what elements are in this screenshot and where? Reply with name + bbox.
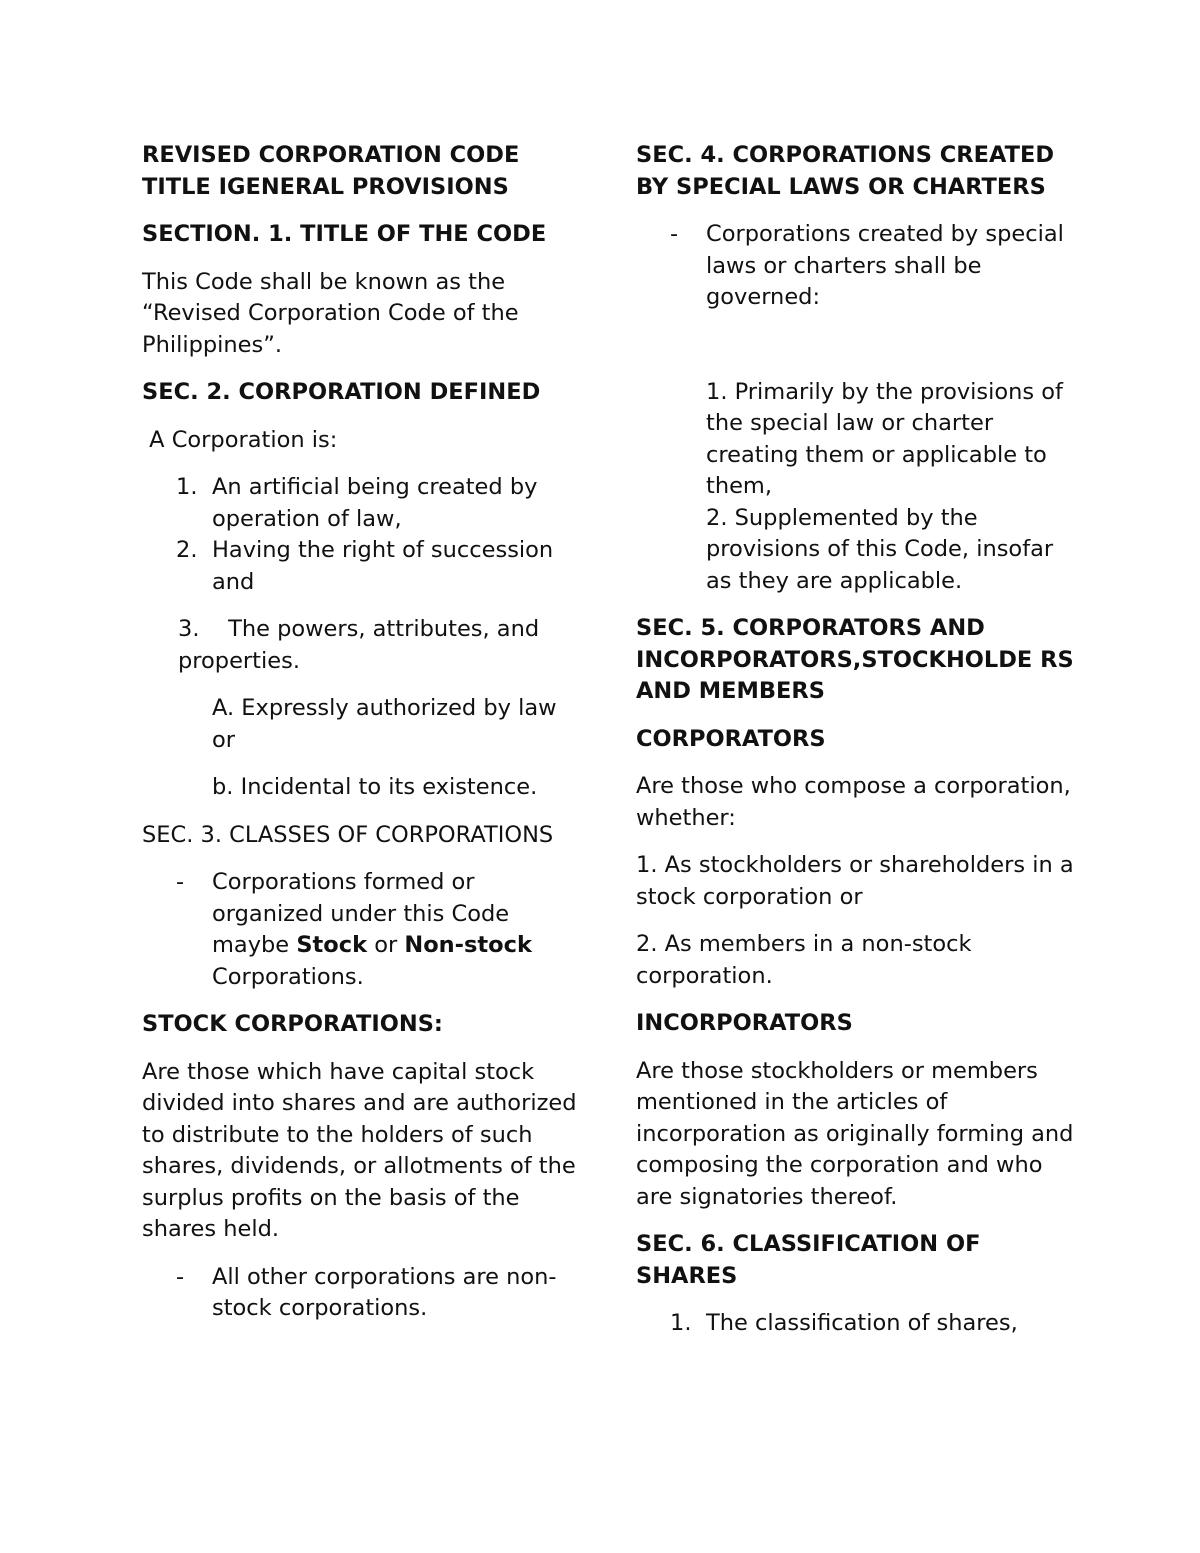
left-column: [142, 140, 582, 1325]
stock-corporations-text: Are those which have capital stock divided into shares and are authorized to distribute to the holders of such shares, dividends, or allotments of the surplus profits on the basis of the shares held.: [142, 1058, 577, 1242]
section2-item3: 3. The powers, attributes, and properties.: [178, 616, 547, 674]
section4-item2: 2. Supplemented by the provisions of this Code, insofar as they are applicable.: [706, 504, 1054, 594]
section4-heading: SEC. 4. CORPORATIONS CREATED BY SPECIAL LAWS OR CHARTERS: [636, 142, 1055, 200]
section6-heading: SEC. 6. CLASSIFICATION OF SHARES: [636, 1231, 981, 1289]
stock-term: Stock: [296, 932, 368, 958]
section3-heading: SEC. 3. CLASSES OF CORPORATIONS: [142, 821, 554, 848]
section4-list: [636, 377, 1076, 598]
list-item: [142, 472, 582, 535]
section4-bullet: - Corporations created by special laws or charters shall be governed:: [636, 219, 1076, 314]
section1-heading: SECTION. 1. TITLE OF THE CODE: [142, 221, 547, 247]
incorporators-text: Are those stockholders or members mentioned in the articles of incorporation as originally forming and composing the corporation and who are signatories thereof.: [636, 1057, 1074, 1210]
list-item-number: 1.: [670, 1310, 692, 1336]
section2-sub-a: A. Expressly authorized by law or: [212, 695, 557, 753]
document-title-line1: REVISED CORPORATION CODE: [142, 142, 520, 168]
section2-list: [142, 472, 582, 598]
section2-intro: A Corporation is:: [142, 426, 338, 453]
section2-sub-b: b. Incidental to its existence.: [212, 774, 538, 800]
nonstock-bullet: - All other corporations are non-stock corporations.: [142, 1262, 582, 1325]
list-item: [142, 535, 582, 598]
corporators-text: Are those who compose a corporation, whether:: [636, 773, 1071, 831]
section6-item1: [636, 1308, 1076, 1340]
section5-heading: SEC. 5. CORPORATORS AND INCORPORATORS,STOCKHOLDE RS AND MEMBERS: [636, 615, 1074, 704]
section3-bullet: [142, 867, 582, 993]
list-item-text: The classification of shares,: [706, 1310, 1018, 1336]
list-item-text: Having the right of succession and: [212, 537, 554, 595]
corporators-item2: 2. As members in a non-stock corporation.: [636, 931, 972, 989]
section2-heading: SEC. 2. CORPORATION DEFINED: [142, 379, 541, 405]
corporators-item1: 1. As stockholders or shareholders in a stock corporation or: [636, 852, 1074, 910]
list-item-text: An artificial being created by operation of law,: [212, 474, 538, 532]
stock-corporations-heading: STOCK CORPORATIONS:: [142, 1011, 443, 1037]
section3-bullet-post: Corporations.: [212, 963, 364, 990]
list-item-number: 2.: [176, 537, 198, 563]
nonstock-term: Non-stock: [404, 932, 532, 958]
corporators-heading: CORPORATORS: [636, 725, 826, 752]
section4-item1: 1. Primarily by the provisions of the special law or charter creating them or applicable to them,: [706, 378, 1063, 499]
section3-bullet-or: or: [367, 932, 405, 958]
incorporators-heading: INCORPORATORS: [636, 1010, 853, 1036]
section1-text: This Code shall be known as the “Revised Corporation Code of the Philippines”.: [142, 268, 519, 358]
list-item-number: 1.: [176, 474, 198, 500]
document-title-line2: TITLE IGENERAL PROVISIONS: [142, 173, 509, 200]
right-column: [636, 140, 1076, 1340]
section3-bullet-pre: Corporations formed or organized under this Code maybe: [212, 869, 510, 958]
